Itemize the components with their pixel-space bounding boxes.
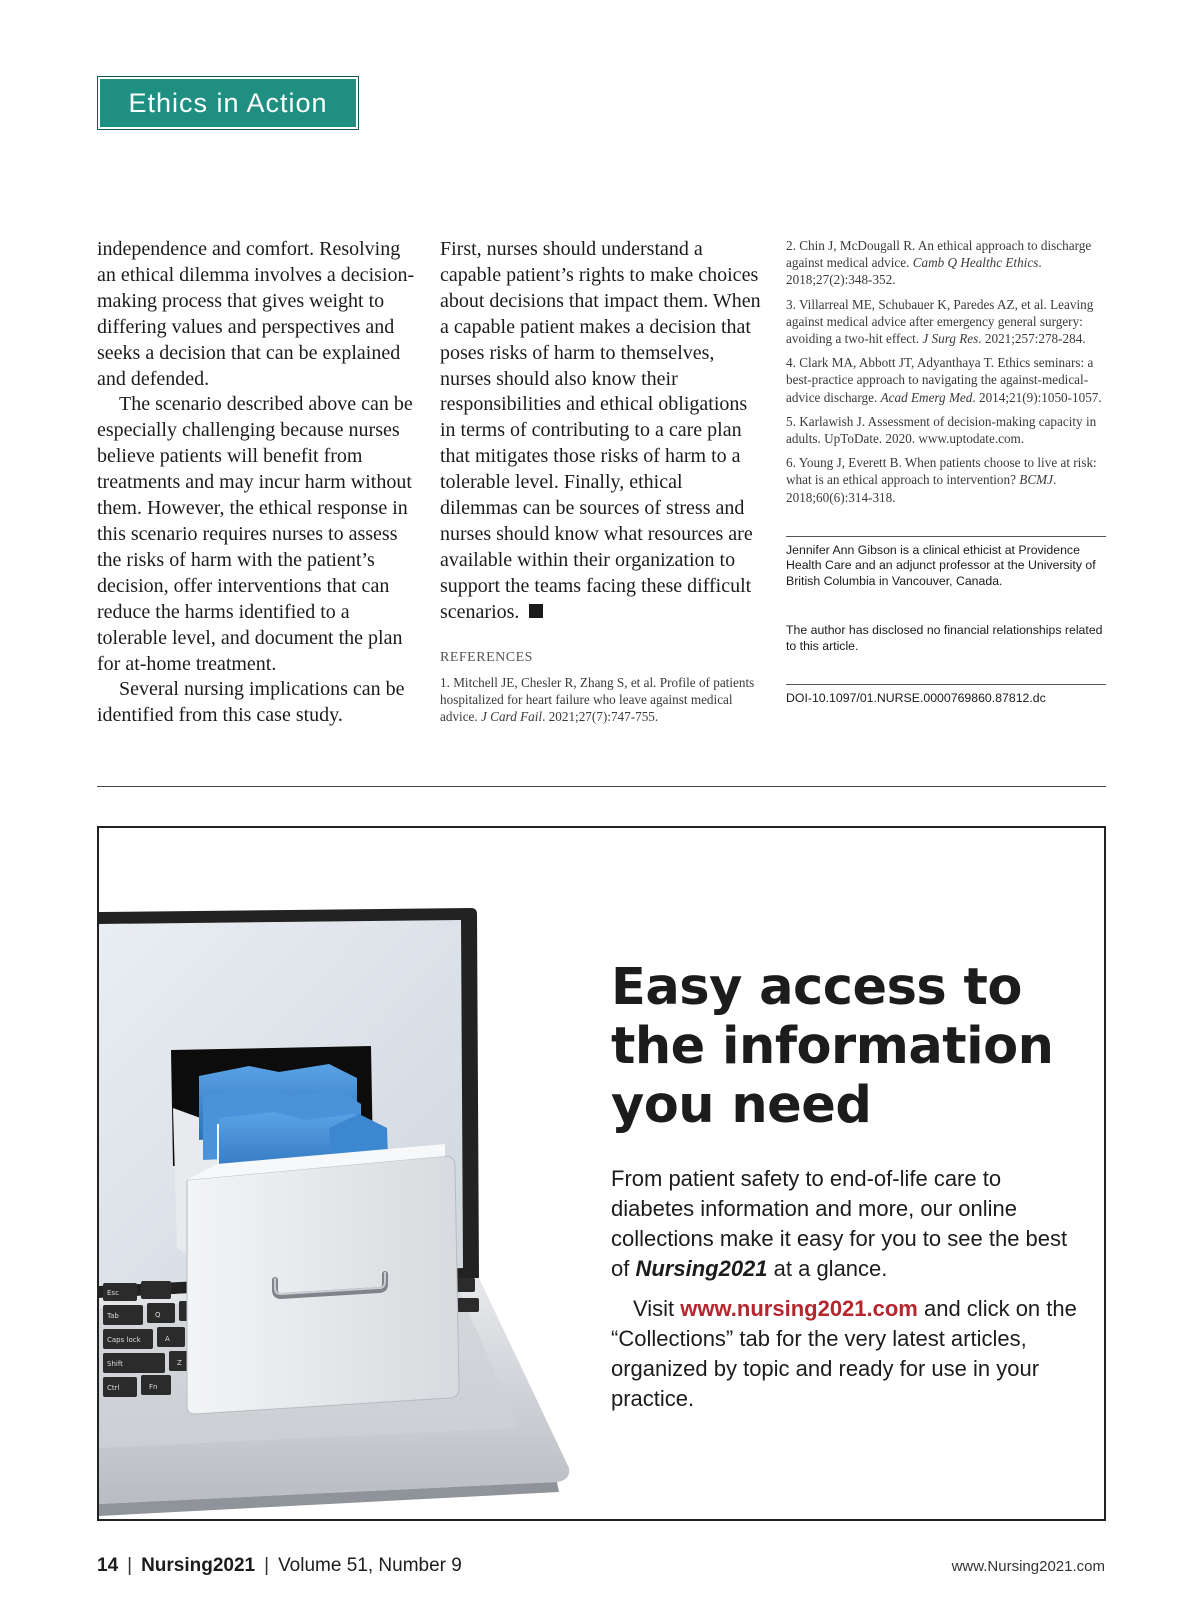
footer-website[interactable]: www.Nursing2021.com <box>951 1558 1105 1575</box>
reference-journal: BCMJ <box>1019 472 1053 488</box>
svg-text:Z: Z <box>177 1359 182 1367</box>
reference-journal: Acad Emerg Med <box>880 389 973 405</box>
article-column-1 <box>97 237 415 729</box>
author-bio: Jennifer Ann Gibson is a clinical ethicist at Providence Health Care and an adjunct professor at the University of British Columbia in Vancouver, Canada. <box>786 542 1096 588</box>
issue-info: Volume 51, Number 9 <box>278 1555 462 1576</box>
magazine-brand: Nursing2021 <box>635 1256 768 1281</box>
reference-cite: . 2018;27(2):348-352. <box>786 255 1042 288</box>
reference-item <box>786 413 1106 447</box>
reference-cite: . 2021;257:278-284. <box>978 331 1086 347</box>
svg-text:A: A <box>165 1335 170 1343</box>
svg-text:Caps lock: Caps lock <box>107 1336 141 1344</box>
svg-text:Fn: Fn <box>149 1383 158 1391</box>
ad-headline: Easy access to the information you need <box>611 958 1054 1135</box>
section-tag-label: Ethics in Action <box>128 88 328 118</box>
divider <box>786 536 1106 537</box>
ad-text-segment: From patient safety to end-of-life care to diabetes information and more, our online collections make it easy for you to see the best of <box>611 1166 1068 1281</box>
svg-text:Esc: Esc <box>107 1289 119 1297</box>
reference-journal: Camb Q Healthc Ethics <box>912 255 1039 271</box>
reference-item <box>786 354 1106 406</box>
article-column-3 <box>786 237 1106 707</box>
reference-cite: . 2018;60(6):314-318. <box>786 472 1057 505</box>
website-link[interactable]: www.nursing2021.com <box>680 1296 918 1321</box>
laptop-file-drawer-illustration <box>99 828 639 1519</box>
page-number: 14 <box>97 1555 119 1576</box>
reference-list <box>786 237 1106 506</box>
reference-cite: . 2014;21(9):1050-1057. <box>972 389 1102 405</box>
svg-text:Shift: Shift <box>107 1360 123 1368</box>
reference-text: 1. Mitchell JE, Chesler R, Zhang S, et al. Profile of patients hospitalized for heart failure who leave against medical advice. <box>440 674 755 724</box>
reference-text: 4. Clark MA, Abbott JT, Adyanthaya T. Ethics seminars: a best-practice approach to navigating the against-medical-advice discharge. <box>786 355 1094 405</box>
svg-text:Ctrl: Ctrl <box>107 1384 120 1392</box>
svg-text:Q: Q <box>155 1311 161 1319</box>
footer-separator: | <box>127 1555 133 1576</box>
references-heading: REFERENCES <box>440 649 533 665</box>
ad-text-segment: at a glance. <box>767 1256 888 1281</box>
drawer-front <box>187 1156 459 1414</box>
ad-paragraph <box>611 1164 1081 1284</box>
magazine-name: Nursing2021 <box>141 1555 256 1576</box>
body-paragraph-text: First, nurses should understand a capable patient’s rights to make choices about decisions that impact them. When a capable patient makes a decision that poses risks of harm to themselves, nurses should also know their responsibilities and ethical obligations in terms of contributing to a care plan that mitigates those risks of harm to a tolerable level. Finally, ethical dilemmas can be sources of stress and nurses should know what resources are available within their organization to support the teams facing these difficult scenarios. <box>440 238 761 623</box>
reference-item <box>786 237 1106 289</box>
svg-text:Tab: Tab <box>107 1312 119 1320</box>
section-tag <box>97 76 359 130</box>
reference-journal: J Surg Res <box>922 331 979 347</box>
end-of-article-mark <box>529 604 543 618</box>
reference-journal: J Card Fail <box>481 709 543 724</box>
reference-cite: . 2021;27(7):747-755. <box>542 709 659 724</box>
article-column-2 <box>440 237 762 732</box>
body-paragraph: independence and comfort. Resolving an ethical dilemma involves a decision-making process that gives weight to differing values and perspectives and seeks a decision that can be explained and defended. <box>97 238 415 390</box>
ad-text-segment: and click on the “Collections” tab for the very latest articles, organized by topic and ready for use in your practice. <box>611 1296 1077 1411</box>
divider <box>786 684 1106 685</box>
reference-item <box>786 296 1106 348</box>
reference-text: 5. Karlawish J. Assessment of decision-making capacity in adults. UpToDate. 2020. www.uptodate.com. <box>786 413 1097 447</box>
reference-text: 2. Chin J, McDougall R. An ethical approach to discharge against medical advice. <box>786 238 1092 271</box>
reference-text: 6. Young J, Everett B. When patients choose to live at risk: what is an ethical approach to intervention? <box>786 455 1097 488</box>
reference-text: 3. Villarreal ME, Schubauer K, Paredes AZ, et al. Leaving against medical advice after emergency general surgery: avoiding a two-hit effect. <box>786 296 1094 347</box>
body-paragraph: Several nursing implications can be identified from this case study. <box>97 678 405 727</box>
ad-text-segment: Visit <box>633 1296 681 1321</box>
page-footer <box>97 1555 462 1577</box>
disclosure: The author has disclosed no financial relationships related to this article. <box>786 623 1103 653</box>
reference-item <box>786 454 1106 506</box>
ad-body <box>611 1164 1081 1414</box>
footer-separator: | <box>264 1555 270 1576</box>
collections-advertisement <box>97 826 1106 1521</box>
reference-item <box>440 674 762 726</box>
body-paragraph: The scenario described above can be especially challenging because nurses believe patients will benefit from treatments and may incur harm without them. However, the ethical response in this scenario requires nurses to assess the risks of harm with the patient’s decision, offer interventions that can reduce the harms identified to a tolerable level, and document the plan for at-home treatment. <box>97 393 413 675</box>
body-paragraph <box>440 237 762 626</box>
doi: DOI-10.1097/01.NURSE.0000769860.87812.dc <box>786 691 1046 706</box>
section-divider <box>97 786 1106 787</box>
ad-paragraph <box>611 1294 1081 1414</box>
